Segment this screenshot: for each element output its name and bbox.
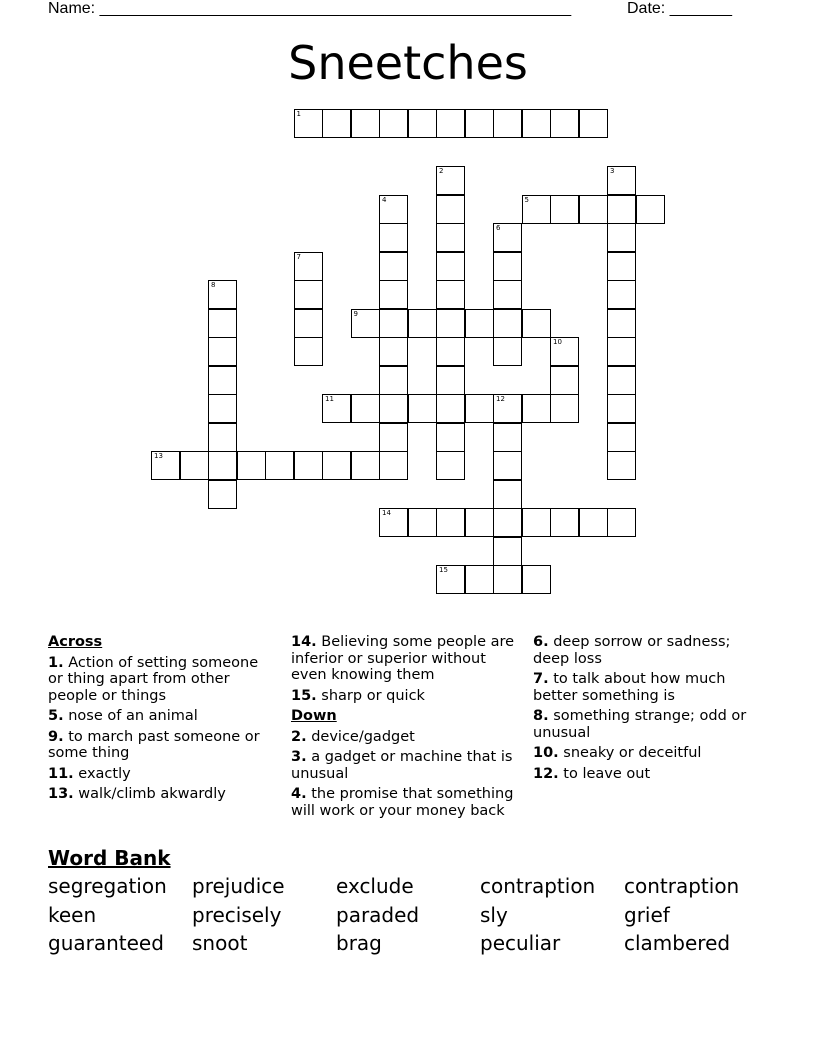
crossword-cell[interactable] xyxy=(579,195,608,224)
clue-number-label: 6. xyxy=(533,634,549,650)
crossword-cell[interactable] xyxy=(208,309,237,338)
crossword-cell[interactable] xyxy=(408,109,437,138)
crossword-cell[interactable] xyxy=(436,337,465,366)
clue-item xyxy=(48,786,273,803)
word-bank xyxy=(48,874,788,960)
crossword-cell[interactable] xyxy=(550,394,579,423)
crossword-cell[interactable] xyxy=(465,309,494,338)
crossword-cell[interactable] xyxy=(493,565,522,594)
clue-number: 10 xyxy=(553,338,562,346)
crossword-cell[interactable] xyxy=(493,480,522,509)
crossword-cell[interactable] xyxy=(294,309,323,338)
crossword-cell[interactable] xyxy=(379,280,408,309)
crossword-cell[interactable] xyxy=(379,252,408,281)
clue-number-label: 5. xyxy=(48,708,64,724)
crossword-cell[interactable] xyxy=(436,309,465,338)
crossword-cell[interactable] xyxy=(379,451,408,480)
crossword-cell[interactable] xyxy=(294,337,323,366)
clue-text: sharp or quick xyxy=(316,687,425,704)
clue-number: 2 xyxy=(439,167,444,175)
crossword-cell[interactable] xyxy=(579,508,608,537)
clue-text: something strange; odd or unusual xyxy=(533,708,747,741)
crossword-cell[interactable] xyxy=(408,309,437,338)
crossword-cell[interactable] xyxy=(607,423,636,452)
crossword-cell[interactable] xyxy=(322,451,351,480)
crossword-cell[interactable] xyxy=(436,280,465,309)
date-line: Date: _______ xyxy=(627,0,732,17)
crossword-cell[interactable] xyxy=(550,366,579,395)
crossword-cell[interactable] xyxy=(379,394,408,423)
crossword-cell[interactable] xyxy=(379,309,408,338)
crossword-cell[interactable] xyxy=(493,423,522,452)
word-bank-word: keen xyxy=(48,902,97,927)
page-title: Sneetches xyxy=(288,36,528,90)
clue-item xyxy=(48,655,273,705)
crossword-cell[interactable] xyxy=(351,309,380,338)
crossword-cell[interactable] xyxy=(436,451,465,480)
name-line: Name: _____________________________________________________ xyxy=(48,0,572,17)
clue-number-label: 15. xyxy=(291,687,317,704)
crossword-cell[interactable] xyxy=(379,223,408,252)
crossword-cell[interactable] xyxy=(550,195,579,224)
clue-text: walk/climb akwardly xyxy=(73,786,226,802)
word-bank-title: Word Bank xyxy=(48,846,171,870)
clue-item xyxy=(533,671,768,704)
clue-heading: Across xyxy=(48,634,103,650)
clue-text: to leave out xyxy=(558,765,651,782)
crossword-cell[interactable] xyxy=(294,252,323,281)
crossword-cell[interactable] xyxy=(379,195,408,224)
crossword-cell[interactable] xyxy=(607,252,636,281)
clue-number-label: 7. xyxy=(533,671,549,687)
clue-text: a gadget or machine that is unusual xyxy=(291,749,513,782)
crossword-cell[interactable] xyxy=(436,508,465,537)
crossword-cell[interactable] xyxy=(493,223,522,252)
word-bank-word: exclude xyxy=(336,874,414,898)
crossword-cell[interactable] xyxy=(522,565,551,594)
clue-number: 1 xyxy=(296,110,301,118)
crossword-cell[interactable] xyxy=(180,451,209,480)
clue-text: exactly xyxy=(73,765,131,782)
crossword-cell[interactable] xyxy=(208,394,237,423)
clue-text: to march past someone or some thing xyxy=(48,728,260,761)
clue-number: 14 xyxy=(382,509,391,517)
crossword-cell[interactable] xyxy=(522,394,551,423)
crossword-cell[interactable] xyxy=(436,109,465,138)
crossword-cell[interactable] xyxy=(493,394,522,423)
crossword-cell[interactable] xyxy=(493,309,522,338)
clue-number-label: 13. xyxy=(48,786,74,802)
crossword-cell[interactable] xyxy=(436,423,465,452)
word-bank-word: contraption xyxy=(480,874,596,898)
crossword-cell[interactable] xyxy=(493,280,522,309)
crossword-cell[interactable] xyxy=(607,195,636,224)
crossword-cell[interactable] xyxy=(379,337,408,366)
word-bank-word: paraded xyxy=(336,902,420,927)
crossword-cell[interactable] xyxy=(493,252,522,281)
clues-column-3 xyxy=(533,630,768,782)
crossword-cell[interactable] xyxy=(294,451,323,480)
word-bank-word: prejudice xyxy=(192,874,285,898)
crossword-cell[interactable] xyxy=(636,195,665,224)
crossword-cell[interactable] xyxy=(607,394,636,423)
crossword-cell[interactable] xyxy=(436,166,465,195)
crossword-cell[interactable] xyxy=(265,451,294,480)
clue-item xyxy=(48,729,273,762)
clue-heading: Down xyxy=(291,708,337,724)
crossword-cell[interactable] xyxy=(208,480,237,509)
word-bank-word: precisely xyxy=(192,902,282,927)
clue-number-label: 10. xyxy=(533,745,559,761)
clue-number-label: 1. xyxy=(48,654,64,671)
crossword-cell[interactable] xyxy=(607,337,636,366)
crossword-cell[interactable] xyxy=(607,280,636,309)
crossword-cell[interactable] xyxy=(436,366,465,395)
word-bank-word: clambered xyxy=(624,931,731,955)
crossword-cell[interactable] xyxy=(351,394,380,423)
crossword-cell[interactable] xyxy=(408,508,437,537)
crossword-cell[interactable] xyxy=(208,366,237,395)
clues-column-1 xyxy=(48,630,273,803)
clue-item xyxy=(533,634,768,667)
crossword-cell[interactable] xyxy=(550,508,579,537)
crossword-cell[interactable] xyxy=(607,166,636,195)
crossword-cell[interactable] xyxy=(493,508,522,537)
clue-number-label: 4. xyxy=(291,786,307,802)
crossword-cell[interactable] xyxy=(607,309,636,338)
clue-text: Action of setting someone or thing apart from other people or things xyxy=(48,654,259,704)
word-bank-word: snoot xyxy=(192,931,248,955)
crossword-cell[interactable] xyxy=(436,565,465,594)
crossword-cell[interactable] xyxy=(550,337,579,366)
crossword-cell[interactable] xyxy=(294,280,323,309)
word-bank-word: grief xyxy=(624,902,670,927)
clue-number: 11 xyxy=(325,395,334,403)
clue-item xyxy=(533,745,768,762)
clue-text: sneaky or deceitful xyxy=(558,745,702,761)
crossword-cell[interactable] xyxy=(607,366,636,395)
clue-number-label: 2. xyxy=(291,728,307,745)
crossword-cell[interactable] xyxy=(436,394,465,423)
crossword-cell[interactable] xyxy=(522,309,551,338)
clue-number: 13 xyxy=(154,452,163,460)
crossword-cell[interactable] xyxy=(465,394,494,423)
clue-number-label: 3. xyxy=(291,749,307,765)
clue-number: 7 xyxy=(296,252,301,261)
crossword-cell[interactable] xyxy=(351,451,380,480)
crossword-cell[interactable] xyxy=(465,109,494,138)
crossword-cell[interactable] xyxy=(208,280,237,309)
clue-number-label: 8. xyxy=(533,708,549,724)
clue-text: Believing some people are inferior or superior without even knowing them xyxy=(291,634,515,683)
crossword-cell[interactable] xyxy=(607,451,636,480)
clue-number: 15 xyxy=(439,566,448,574)
crossword-cell[interactable] xyxy=(465,508,494,537)
clue-item xyxy=(291,634,516,684)
word-bank-word: peculiar xyxy=(480,931,561,955)
crossword-cell[interactable] xyxy=(493,109,522,138)
crossword-cell[interactable] xyxy=(522,195,551,224)
clue-item xyxy=(291,729,516,746)
crossword-cell[interactable] xyxy=(379,423,408,452)
crossword-cell[interactable] xyxy=(493,537,522,566)
crossword-cell[interactable] xyxy=(208,423,237,452)
clue-text: to talk about how much better something is xyxy=(533,671,726,704)
crossword-cell[interactable] xyxy=(522,508,551,537)
crossword-cell[interactable] xyxy=(493,451,522,480)
clue-number-label: 14. xyxy=(291,634,317,650)
clue-number: 12 xyxy=(496,395,505,403)
crossword-cell[interactable] xyxy=(294,109,323,138)
crossword-cell[interactable] xyxy=(408,394,437,423)
crossword-cell[interactable] xyxy=(465,565,494,594)
crossword-cell[interactable] xyxy=(151,451,180,480)
crossword-cell[interactable] xyxy=(579,109,608,138)
clue-number: 4 xyxy=(382,195,387,204)
crossword-cell[interactable] xyxy=(237,451,266,480)
clue-item xyxy=(533,708,768,741)
clue-item xyxy=(533,766,768,783)
clue-number: 6 xyxy=(496,224,501,232)
clue-number-label: 9. xyxy=(48,728,64,745)
clues-column-2 xyxy=(291,630,516,819)
crossword-cell[interactable] xyxy=(379,508,408,537)
crossword-cell[interactable] xyxy=(436,195,465,224)
clue-text: the promise that something will work or your money back xyxy=(291,786,514,819)
clue-number: 8 xyxy=(211,281,216,289)
clue-number-label: 12. xyxy=(533,765,559,782)
crossword-cell[interactable] xyxy=(607,223,636,252)
word-bank-word: segregation xyxy=(48,874,167,898)
clue-item xyxy=(48,708,273,725)
word-bank-word: brag xyxy=(336,931,382,955)
clue-number: 5 xyxy=(524,195,529,204)
crossword-cell[interactable] xyxy=(351,109,380,138)
clue-text: device/gadget xyxy=(306,728,415,745)
crossword-cell[interactable] xyxy=(436,252,465,281)
clue-item xyxy=(291,749,516,782)
clue-number: 3 xyxy=(610,167,615,175)
crossword-cell[interactable] xyxy=(379,109,408,138)
clue-number-label: 11. xyxy=(48,765,74,782)
clue-text: deep sorrow or sadness; deep loss xyxy=(533,634,731,667)
crossword-cell[interactable] xyxy=(322,109,351,138)
crossword-cell[interactable] xyxy=(607,508,636,537)
crossword-cell[interactable] xyxy=(208,337,237,366)
clue-item xyxy=(48,766,273,783)
clue-text: nose of an animal xyxy=(63,708,198,724)
word-bank-word: contraption xyxy=(624,874,740,898)
clue-item xyxy=(291,786,516,819)
crossword-cell[interactable] xyxy=(322,394,351,423)
crossword-cell[interactable] xyxy=(436,223,465,252)
crossword-cell[interactable] xyxy=(379,366,408,395)
word-bank-word: guaranteed xyxy=(48,931,164,955)
crossword-cell[interactable] xyxy=(522,109,551,138)
clue-number: 9 xyxy=(353,309,358,318)
crossword-cell[interactable] xyxy=(550,109,579,138)
word-bank-word: sly xyxy=(480,902,508,927)
crossword-cell[interactable] xyxy=(493,337,522,366)
clue-item xyxy=(291,688,516,705)
crossword-cell[interactable] xyxy=(208,451,237,480)
